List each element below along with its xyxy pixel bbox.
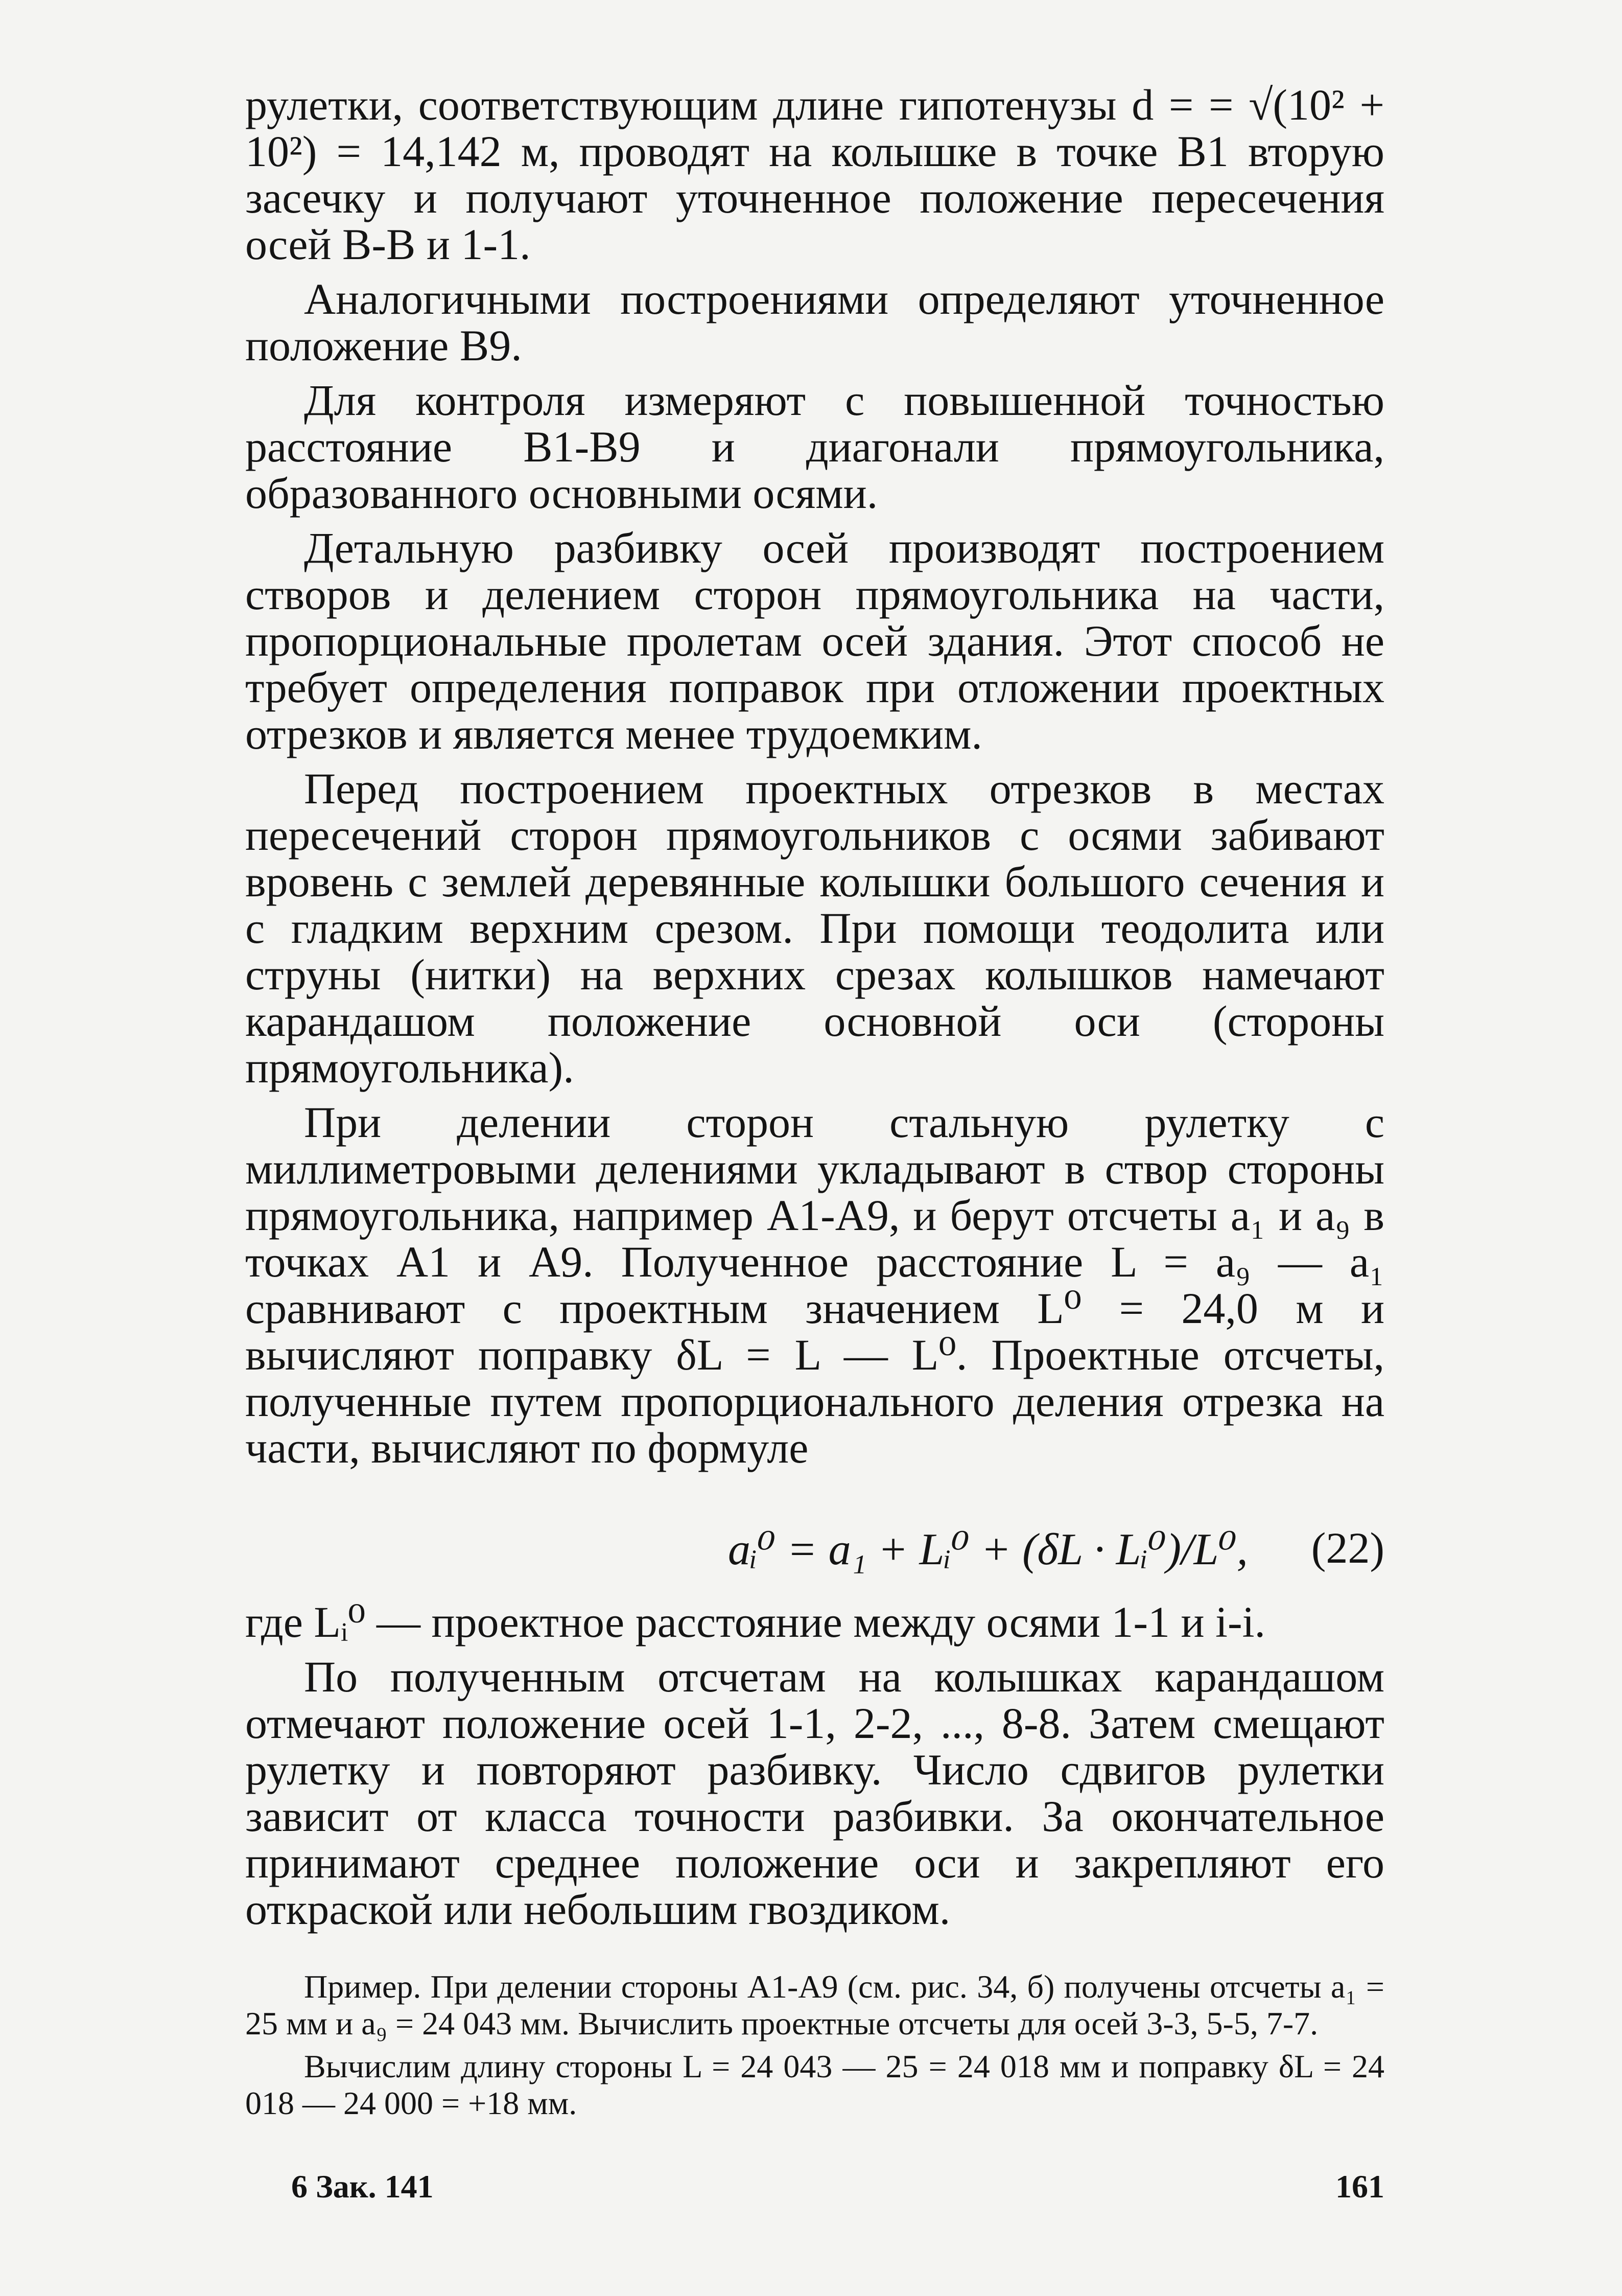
example-block — [245, 1968, 1384, 2122]
page-number: 161 — [1335, 2168, 1384, 2205]
page — [245, 0, 1384, 2214]
equation-number: (22) — [1311, 1523, 1384, 1572]
example-paragraph-1: Пример. При делении стороны A1-A9 (см. рис. 34, б) получены отсчеты a₁ = 25 мм и a₉ = 24 043 мм. Вычислить проектные отсчеты для осей 3-3, 5-5, 7-7. — [245, 1968, 1384, 2042]
example-paragraph-2: Вычислим длину стороны L = 24 043 — 25 = 24 018 мм и поправку δL = 24 018 — 24 000 = +18 мм. — [245, 2048, 1384, 2121]
page-footer — [245, 2168, 1384, 2214]
paragraph-3: Для контроля измеряют с повышенной точностью расстояние B1-B9 и диагонали прямоугольника, образованного основными осями. — [245, 376, 1384, 518]
paragraph-where: где Lᵢ⁰ — проектное расстояние между осями 1-1 и i-i. — [245, 1597, 1265, 1646]
paragraph-5: Перед построением проектных отрезков в местах пересечений сторон прямоугольников с осями забивают вровень с землей деревянные колышки большого сечения и с гладким верхним срезом. При помощи теодолита или струны (нитки) на верхних срезах колышков намечают карандашом положение основной оси (стороны прямоугольника). — [245, 764, 1384, 1092]
paragraph-7: По полученным отсчетам на колышках карандашом отмечают положение осей 1-1, 2-2, ..., 8-8. Затем смещают рулетку и повторяют разбивку. Число сдвигов рулетки зависит от класса точности разбивки. За окончательное принимают среднее положение оси и закрепляют его откраской или небольшим гвоздиком. — [245, 1652, 1384, 1934]
main-text — [245, 82, 1384, 1471]
paragraph-4: Детальную разбивку осей производят построением створов и делением сторон прямоугольника на части, пропорциональные пролетам осей здания. Этот способ не требует определения поправок при отложении проектных отрезков и является менее трудоемким. — [245, 523, 1384, 758]
main-text-continued — [245, 1599, 1384, 1933]
paragraph-2: Аналогичными построениями определяют уточненное положение B9. — [245, 274, 1384, 370]
printer-signature: 6 Зак. 141 — [291, 2168, 434, 2205]
formula-22: aᵢ⁰ = a₁ + Lᵢ⁰ + (δL · Lᵢ⁰)/L⁰, — [728, 1525, 1248, 1574]
paragraph-6: При делении сторон стальную рулетку с миллиметровыми делениями укладывают в створ стороны прямоугольника, например A1-A9, и берут отсчеты a₁ и a₉ в точках A1 и A9. Полученное расстояние L = a₉ — a₁ сравнивают с проектным значением L⁰ = 24,0 м и вычисляют поправку δL = L — L⁰. Проектные отсчеты, полученные путем пропорционального деления отрезка на части, вычисляют по формуле — [245, 1098, 1384, 1472]
formula-block — [245, 1487, 1384, 1599]
paragraph-1: рулетки, соответствующим длине гипотенузы d = = √(10² + 10²) = 14,142 м, проводят на колышке в точке B1 вторую засечку и получают уточненное положение пересечения осей B-B и 1-1. — [245, 80, 1384, 269]
